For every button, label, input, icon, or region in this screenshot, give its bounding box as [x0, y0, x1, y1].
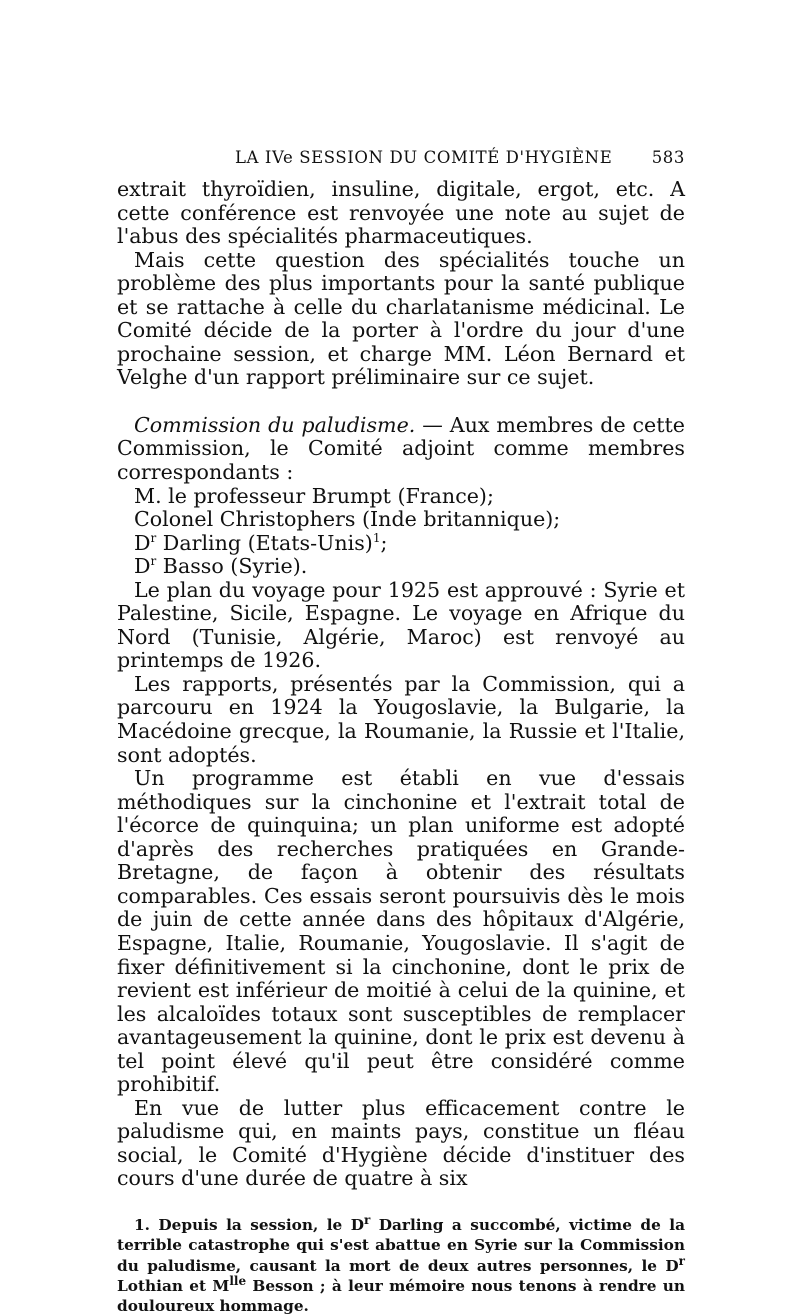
list-item-end: ; — [380, 530, 388, 555]
footnotes — [117, 1212, 685, 1316]
list-item: Colonel Christophers (Inde britannique); — [134, 507, 561, 532]
title-abbrev: D — [134, 554, 151, 579]
paragraph-commission — [117, 414, 685, 485]
running-title: LA IVe SESSION DU COMITÉ D'HYGIÈNE — [235, 148, 613, 167]
paragraph-6: Un programme est établi en vue d'essais méthodiques sur la cinchonine et l'extrait total de l'écorce de quinquina; un plan uniforme est adopté d'après des recherches pratiquées en Grande-Bretagne, de façon à obtenir des résultats comparables. Ces essais seront poursuivis dès le mois de juin de cette année dans des hôpitaux d'Algérie, Espagne, Italie, Roumanie, Yougoslavie. Il s'agit de fixer définitivement si la cinchonine, dont le prix de revient est inférieur de moitié à celui de la quinine, et les alcaloïdes totaux sont susceptibles de remplacer avantageusement la quinine, dont le prix est devenu à tel point élevé qu'il peut être considéré comme prohibitif. — [117, 766, 685, 1097]
superscript: r — [150, 530, 157, 545]
footnote-ref: 1 — [372, 530, 381, 545]
footnote-1 — [117, 1212, 685, 1316]
section-intro: — Aux membres de cette Commission, le Comité adjoint comme membres correspondants : — [117, 412, 685, 485]
list-item-text: Basso (Syrie). — [156, 554, 308, 579]
list-item: M. le professeur Brumpt (France); — [134, 483, 494, 508]
title-abbrev: D — [134, 530, 151, 555]
paragraph-2: Mais cette question des spécialités touche un problème des plus importants pour la santé publique et se rattache à celle du charlatanisme médicinal. Le Comité décide de la porter à l'ordre du jour d'une prochaine session, et charge MM. Léon Bernard et Velghe d'un rapport préliminaire sur ce sujet. — [117, 247, 685, 390]
footnote-text: Lothian et M — [117, 1276, 230, 1295]
footnote-text: Depuis la session, le D — [149, 1215, 364, 1234]
paragraph-7: En vue de lutter plus efficacement contre le paludisme qui, en maints pays, constitue un fléau social, le Comité d'Hygiène décide d'instituer des cours d'une durée de quatre à six — [117, 1095, 685, 1191]
section-heading: Commission du paludisme. — [134, 412, 416, 437]
page-number: 583 — [651, 148, 685, 167]
footnote-marker: 1. — [134, 1215, 150, 1234]
footnote-text: Besson ; à leur mémoire nous tenons à rendre un douloureux hommage. — [117, 1276, 685, 1316]
superscript: r — [363, 1212, 371, 1227]
list-item — [117, 555, 685, 579]
list-item-text: Darling (Etats-Unis) — [156, 530, 373, 555]
list-item — [117, 532, 685, 556]
page — [117, 148, 685, 1316]
superscript: r — [150, 554, 157, 569]
superscript: lle — [229, 1273, 247, 1288]
running-header — [117, 148, 685, 178]
superscript: r — [678, 1253, 685, 1268]
footnote-text: Darling a succombé, victime de la terrible catastrophe qui s'est abattue en Syrie sur la Commission du paludisme, causant la mort de deux autres personnes, le D — [117, 1215, 685, 1275]
paragraph-4: Le plan du voyage pour 1925 est approuvé : Syrie et Palestine, Sicile, Espagne. Le voyage en Afrique du Nord (Tunisie, Algérie, Maroc) est renvoyé au printemps de 1926. — [117, 577, 685, 673]
body-text — [117, 178, 685, 1191]
paragraph-1: extrait thyroïdien, insuline, digitale, ergot, etc. A cette conférence est renvoyée une note au sujet de l'abus des spécialités pharmaceutiques. — [117, 177, 685, 249]
paragraph-5: Les rapports, présentés par la Commission, qui a parcouru en 1924 la Yougoslavie, la Bulgarie, la Macédoine grecque, la Roumanie, la Russie et l'Italie, sont adoptés. — [117, 671, 685, 767]
